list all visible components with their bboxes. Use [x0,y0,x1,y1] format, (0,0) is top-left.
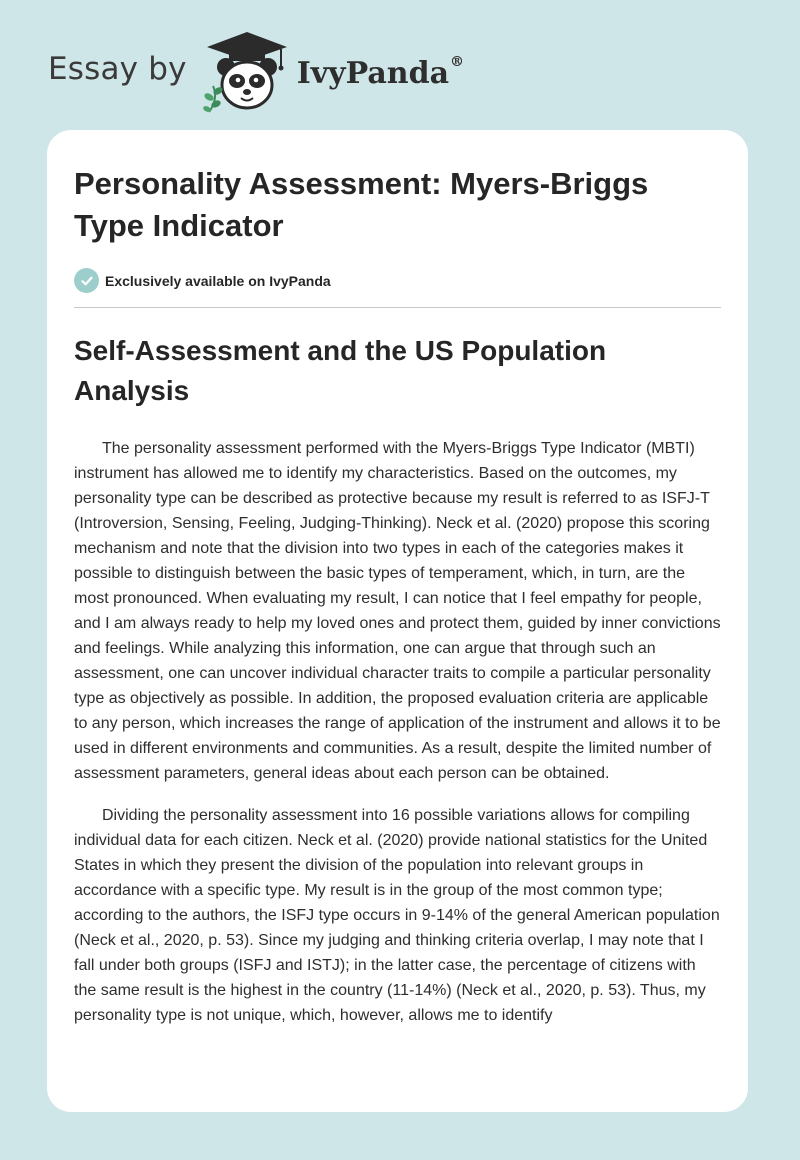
check-icon [74,268,99,293]
section-heading: Self-Assessment and the US Population Analysis [74,335,607,406]
divider [74,307,721,308]
site-header [48,30,464,114]
panda-graduate-icon[interactable] [201,30,293,114]
essay-by-label: Essay by [48,51,187,87]
badge-text: Exclusively available on IvyPanda [105,272,331,289]
body-paragraph-1: The personality assessment performed with the Myers-Briggs Type Indicator (MBTI) instrument has allowed me to identify my characteristics. Based on the outcomes, my personality type can be described as protective because my result is referred to as ISFJ-T (Introversion, Sensing, Feeling, Judging-Thinking). Neck et al. (2020) propose this scoring mechanism and note that the division into two types in each of the categories makes it possible to distinguish between the basic types of temperament, which, in turn, are the most pronounced. When evaluating my result, I can notice that I feel empathy for people, and I am always ready to help my loved ones and protect them, guided by inner convictions and feelings. While analyzing this information, one can argue that through such an assessment, one can uncover individual character traits to compile a particular personality type as objectively as possible. In addition, the proposed evaluation criteria are applicable to any person, which increases the range of application of the instrument and allows it to be used in different environments and communities. As a result, despite the limited number of assessment parameters, general ideas about each person can be obtained. [74,440,721,782]
page-title: Personality Assessment: Myers-Briggs Type Indicator [74,166,649,243]
ivypanda-wordmark[interactable] [296,53,465,91]
exclusive-badge [74,268,721,293]
essay-card [47,130,748,1112]
brand-name-text: IvyPanda [296,55,450,91]
body-paragraph-2: Dividing the personality assessment into 16 possible variations allows for compiling individual data for each citizen. Neck et al. (2020) provide national statistics for the United States in which they present the division of the population into relevant groups in accordance with a specific type. My result is in the group of the most common type; according to the authors, the ISFJ type occurs in 9-14% of the general American population (Neck et al., 2020, p. 53). Since my judging and thinking criteria overlap, I may note that I fall under both groups (ISFJ and ISTJ); in the latter case, the percentage of citizens with the same result is the highest in the country (11-14%) (Neck et al., 2020, p. 53). Thus, my personality type is not unique, which, however, allows me to identify [74,807,720,1024]
registered-mark: ® [450,53,465,70]
